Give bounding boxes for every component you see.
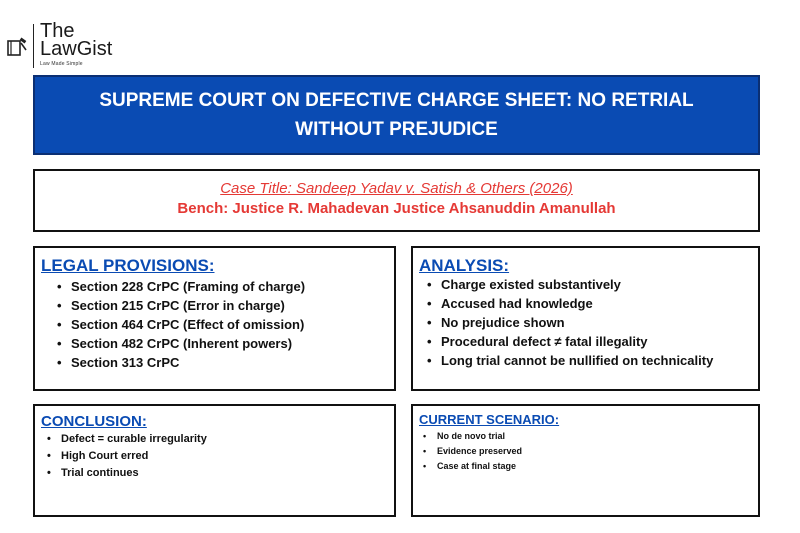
list-item: • Section 464 CrPC (Effect of omission) (71, 315, 394, 334)
list-item: • Accused had knowledge (441, 294, 758, 313)
analysis-list (419, 275, 758, 370)
list-item: • Charge existed substantively (441, 275, 758, 294)
conclusion-box (33, 404, 396, 517)
list-item: • Defect = curable irregularity (61, 431, 394, 448)
list-item: • Evidence preserved (437, 444, 758, 459)
logo-line-2: LawGist (40, 38, 113, 60)
logo-line-1: The (40, 20, 75, 42)
conclusion-heading: CONCLUSION: (41, 413, 147, 430)
book-gavel-icon (6, 36, 28, 58)
list-item: • Section 215 CrPC (Error in charge) (71, 296, 394, 315)
list-item: • Trial continues (61, 465, 394, 482)
analysis-heading: ANALYSIS: (419, 256, 510, 275)
list-item: • Section 313 CrPC (71, 353, 394, 372)
legal-provisions-box (33, 246, 396, 391)
case-info-box (33, 169, 760, 232)
list-item: • Long trial cannot be nullified on technicality (441, 351, 758, 370)
logo-tagline: Law Made Simple (40, 61, 83, 67)
case-title: Case Title: Sandeep Yadav v. Satish & Others (2026) (220, 180, 573, 197)
current-scenario-box (411, 404, 760, 517)
list-item: • No prejudice shown (441, 313, 758, 332)
bench-info: Bench: Justice R. Mahadevan Justice Ahsanuddin Amanullah (177, 200, 616, 217)
page-title: SUPREME COURT ON DEFECTIVE CHARGE SHEET: NO RETRIAL WITHOUT PREJUDICE (99, 90, 694, 140)
list-item: • Section 482 CrPC (Inherent powers) (71, 334, 394, 353)
list-item: • Section 228 CrPC (Framing of charge) (71, 277, 394, 296)
brand-logo (6, 22, 126, 70)
list-item: • Case at final stage (437, 459, 758, 474)
list-item: • No de novo trial (437, 429, 758, 444)
list-item: • Procedural defect ≠ fatal illegality (441, 332, 758, 351)
legal-provisions-heading: LEGAL PROVISIONS: (41, 256, 215, 275)
title-banner (33, 75, 760, 155)
analysis-box (411, 246, 760, 391)
current-scenario-heading: CURRENT SCENARIO: (419, 412, 560, 427)
conclusion-list (41, 431, 394, 482)
legal-provisions-list (41, 277, 394, 372)
logo-divider (33, 24, 34, 68)
list-item: • High Court erred (61, 448, 394, 465)
logo-wordmark (40, 22, 112, 58)
current-scenario-list (419, 429, 758, 474)
